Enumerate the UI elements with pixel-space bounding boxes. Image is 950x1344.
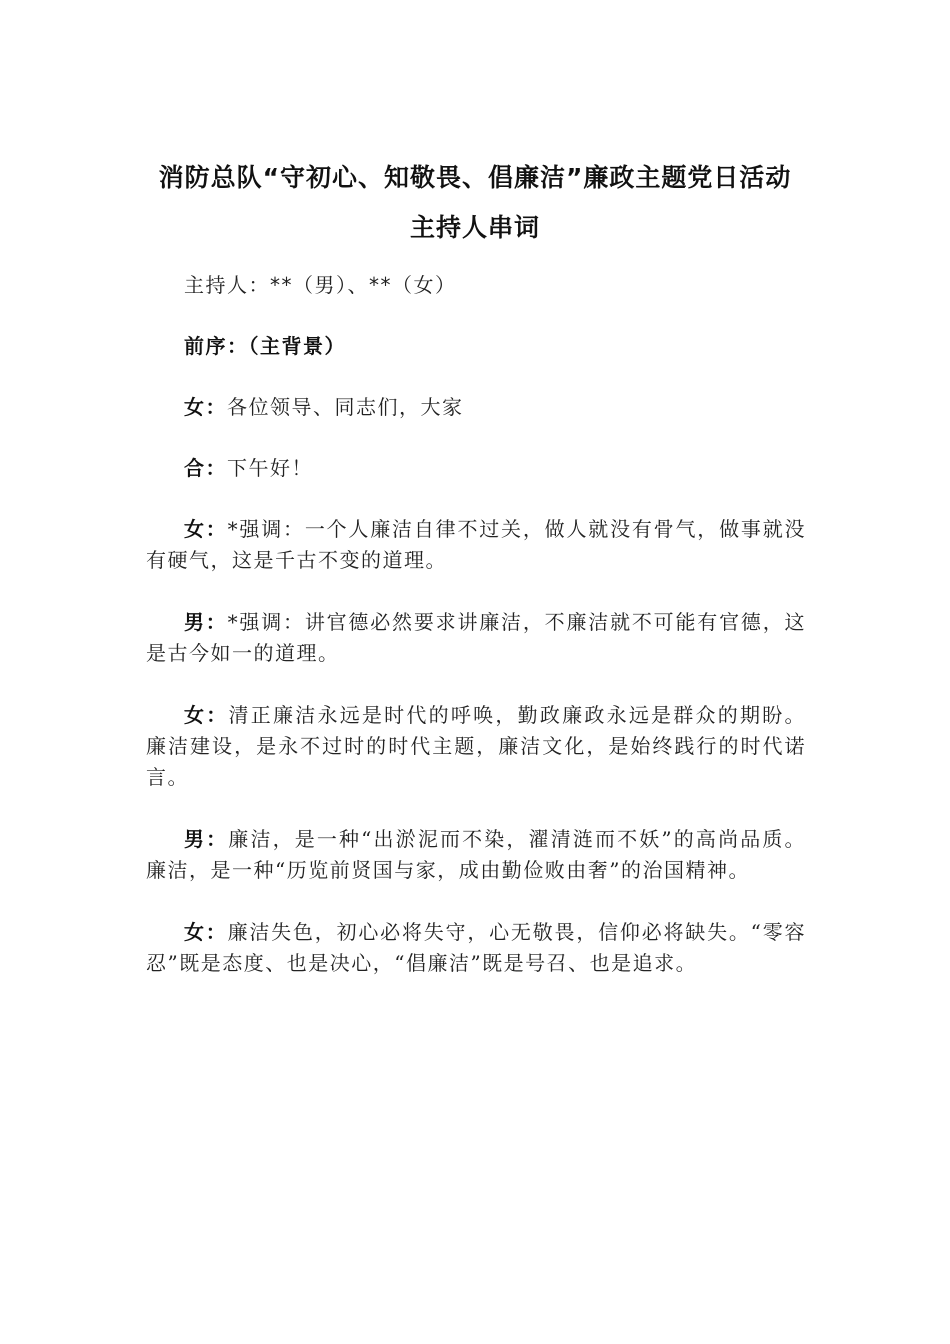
hosts-line — [146, 270, 806, 300]
dialogue-paragraph — [146, 917, 806, 979]
speaker-label: 女： — [184, 703, 229, 727]
dialogue-text: 廉洁失色，初心必将失守，心无敬畏，信仰必将缺失。“零容忍”既是态度、也是决心，“倡廉洁”既是号召、也是追求。 — [146, 920, 806, 975]
dialogue-paragraph — [146, 700, 806, 793]
document-body — [146, 270, 806, 1010]
speaker-label: 合： — [184, 456, 227, 480]
speaker-label: 女： — [184, 920, 228, 944]
dialogue-text: *强调：一个人廉洁自律不过关，做人就没有骨气，做事就没有硬气，这是千古不变的道理。 — [146, 517, 807, 572]
dialogue-paragraph — [146, 824, 806, 886]
preface-text: 前序：（主背景） — [184, 334, 346, 358]
dialogue-paragraph — [146, 607, 806, 669]
hosts-text: 主持人：**（男）、**（女） — [184, 273, 457, 297]
document-subtitle: 主持人串词 — [409, 213, 540, 242]
dialogue-text: 各位领导、同志们，大家 — [227, 395, 464, 419]
speaker-label: 女： — [184, 395, 227, 419]
dialogue-text: 清正廉洁永远是时代的呼唤，勤政廉政永远是群众的期盼。廉洁建设，是永不过时的时代主题，廉洁文化，是始终践行的时代诺言。 — [146, 703, 807, 789]
speaker-label: 女： — [184, 517, 228, 541]
dialogue-paragraph — [146, 514, 806, 576]
dialogue-text: 廉洁，是一种“出淤泥而不染，濯清涟而不妖”的高尚品质。廉洁，是一种“历览前贤国与家，成由勤俭败由奢”的治国精神。 — [146, 827, 807, 882]
speaker-label: 男： — [184, 827, 229, 851]
speaker-label: 男： — [184, 610, 228, 634]
dialogue-text: 下午好！ — [227, 456, 313, 480]
dialogue-text: *强调：讲官德必然要求讲廉洁，不廉洁就不可能有官德，这是古今如一的道理。 — [146, 610, 807, 665]
document-title: 消防总队“守初心、知敬畏、倡廉洁”廉政主题党日活动 — [158, 163, 792, 192]
dialogue-paragraph — [146, 392, 806, 422]
preface-line — [146, 331, 806, 361]
dialogue-paragraph — [146, 453, 806, 483]
